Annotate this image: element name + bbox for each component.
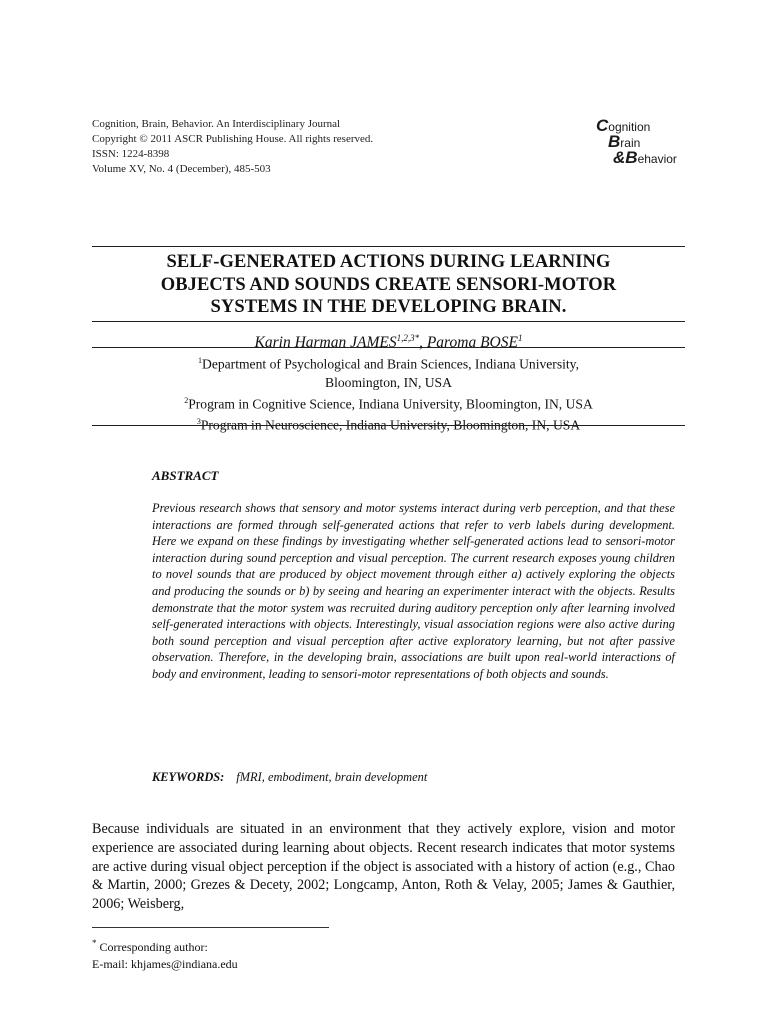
author-email: E-mail: khjames@indiana.edu	[92, 957, 238, 971]
affiliations-rule	[92, 425, 685, 426]
author-line: Karin Harman $JAMES^{1,2,3*}$, Paroma BOSE$^1$	[254, 333, 523, 352]
logo-cognition: Cognition	[596, 116, 651, 135]
footnote	[92, 935, 238, 973]
journal-header	[92, 117, 373, 177]
keywords-list: fMRI, embodiment, brain development	[236, 770, 428, 784]
body-paragraph: Because individuals are situated in an environment that they actively explore, vision and motor experience are associated during learning about objects. Recent research indicates that motor systems are active during visual object perception if the object is associated with a history of action (e.g., Chao & Martin, 2000; Grezes & Decety, 2002; Longcamp, Anton, Roth & Velay, 2005; James & Gauthier, 2006; Weisberg,	[92, 821, 675, 913]
title-bottom-rule	[92, 321, 685, 322]
authors-rule	[92, 347, 685, 348]
title-top-rule	[92, 246, 685, 247]
corresponding-author: * Corresponding author:	[92, 938, 208, 954]
keywords-heading: KEYWORDS:	[152, 770, 225, 784]
logo-brain: Brain	[608, 132, 641, 151]
affiliation-3: $^3$Program in Neuroscience, Indiana University, Bloomington, IN, USA	[196, 417, 581, 433]
affiliation-1: $^1$Department of Psychological and Brain Sciences, Indiana University,	[198, 356, 579, 372]
author-james-affil: 1,2,3*	[396, 333, 420, 343]
author-bose: Paroma BOSE	[426, 334, 518, 352]
paper-title	[92, 251, 685, 319]
affiliations	[92, 352, 685, 435]
affiliation-1-city: Bloomington, IN, USA	[325, 374, 452, 390]
title-line-1: SELF-GENERATED ACTIONS DURING LEARNING	[166, 252, 611, 272]
title-line-2: OBJECTS AND SOUNDS CREATE SENSORI-MOTOR	[160, 274, 617, 295]
logo-behavior: &Behavior	[613, 148, 677, 167]
author-james: Karin Harman JAMES	[254, 334, 397, 352]
abstract-text: Previous research shows that sensory and motor systems interact during verb perception, and that these interactions are formed through self-generated actions that refer to verb labels during development. Here we expand on these findings by investigating whether self-generated actions lead to sensori-motor interaction during sound perception and visual perception. The current research exposes young children to novel sounds that are produced by object movement through either a) actively exploring the objects and producing the sounds or b) by seeing and hearing an experimenter interact with the objects. Results demonstrate that the motor system was recruited during auditory perception only after learning involved self-generated interactions with objects. Interestingly, visual association regions were also active during both sound perception and visual perception after active exploratory learning, but not after passive observation. Therefore, in the developing brain, associations are built upon real-world interactions of body and environment, leading to sensori-motor representations of both objects and sounds.	[152, 501, 675, 681]
abstract-heading: ABSTRACT	[152, 468, 219, 483]
copyright-line: Copyright © 2011 ASCR Publishing House. All rights reserved.	[92, 133, 374, 145]
keywords	[152, 770, 427, 785]
issn-line: ISSN: 1224-8398	[92, 148, 170, 160]
author-bose-affil: 1	[517, 333, 523, 343]
journal-name: Cognition, Brain, Behavior. An Interdisciplinary Journal	[92, 118, 341, 130]
affiliation-2: $^2$Program in Cognitive Science, Indiana University, Bloomington, IN, USA	[184, 395, 593, 412]
volume-line: Volume XV, No. 4 (December), 485-503	[92, 163, 271, 175]
footnote-rule	[92, 927, 329, 928]
title-line-3: SYSTEMS IN THE DEVELOPING BRAIN.	[210, 297, 567, 317]
journal-logo	[596, 116, 706, 175]
